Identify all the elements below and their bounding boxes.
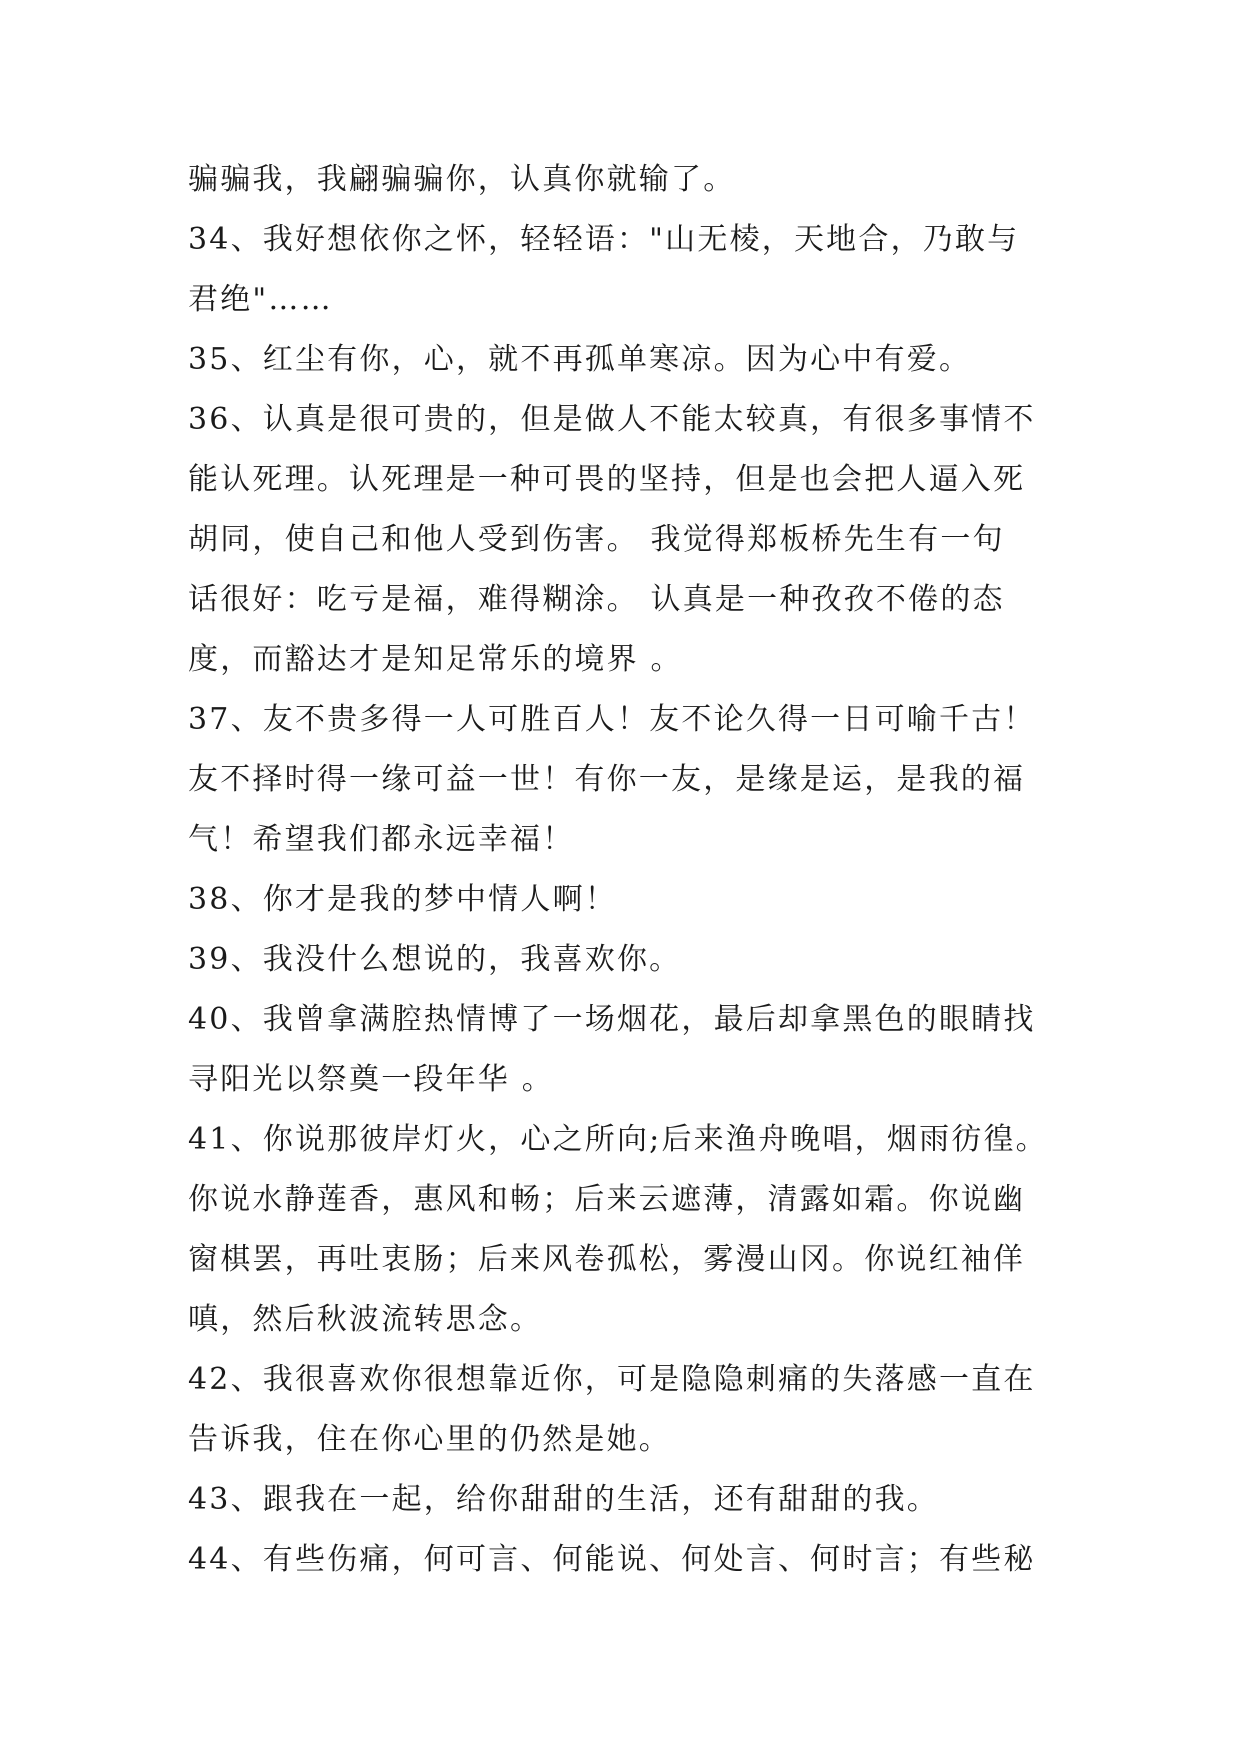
text-line: 话很好：吃亏是福，难得糊涂。 认真是一种孜孜不倦的态 [188,582,1005,617]
text-line: 41、你说那彼岸灯火，心之所向;后来渔舟晚唱，烟雨彷徨。 [188,1122,1048,1157]
text-line: 40、我曾拿满腔热情博了一场烟花，最后却拿黑色的眼睛找 [188,1002,1036,1037]
text-line: 44、有些伤痛，何可言、何能说、何处言、何时言；有些秘 [188,1542,1036,1577]
text-line: 34、我好想依你之怀，轻轻语："山无棱，天地合，乃敢与 [188,222,1020,257]
text-line: 寻阳光以祭奠一段年华 。 [188,1062,554,1097]
text-line: 君绝"…… [188,282,333,317]
text-line: 嗔，然后秋波流转思念。 [188,1302,543,1337]
text-line: 窗棋罢，再吐衷肠；后来风卷孤松，雾漫山冈。你说红袖佯 [188,1242,1026,1277]
text-line: 友不择时得一缘可益一世！有你一友，是缘是运，是我的福 [188,762,1026,797]
text-line: 度，而豁达才是知足常乐的境界 。 [188,642,683,677]
text-line: 37、友不贵多得一人可胜百人！友不论久得一日可喻千古！ [188,702,1036,737]
text-line: 骗骗我，我翩骗骗你，认真你就输了。 [188,162,736,197]
text-line: 36、认真是很可贵的，但是做人不能太较真，有很多事情不 [188,402,1036,437]
text-line: 38、你才是我的梦中情人啊！ [188,882,617,917]
text-line: 39、我没什么想说的，我喜欢你。 [188,942,682,977]
text-line: 42、我很喜欢你很想靠近你，可是隐隐刺痛的失落感一直在 [188,1362,1036,1397]
text-line: 43、跟我在一起，给你甜甜的生活，还有甜甜的我。 [188,1482,939,1517]
text-line: 你说水静莲香，惠风和畅；后来云遮薄，清露如霜。你说幽 [188,1182,1026,1217]
document-body [188,150,1068,1590]
text-line: 气！希望我们都永远幸福！ [188,822,575,857]
text-line: 能认死理。认死理是一种可畏的坚持，但是也会把人逼入死 [188,462,1026,497]
text-line: 胡同，使自己和他人受到伤害。 我觉得郑板桥先生有一句 [188,522,1005,557]
text-line: 告诉我，住在你心里的仍然是她。 [188,1422,671,1457]
text-line: 35、红尘有你，心，就不再孤单寒凉。因为心中有爱。 [188,342,972,377]
